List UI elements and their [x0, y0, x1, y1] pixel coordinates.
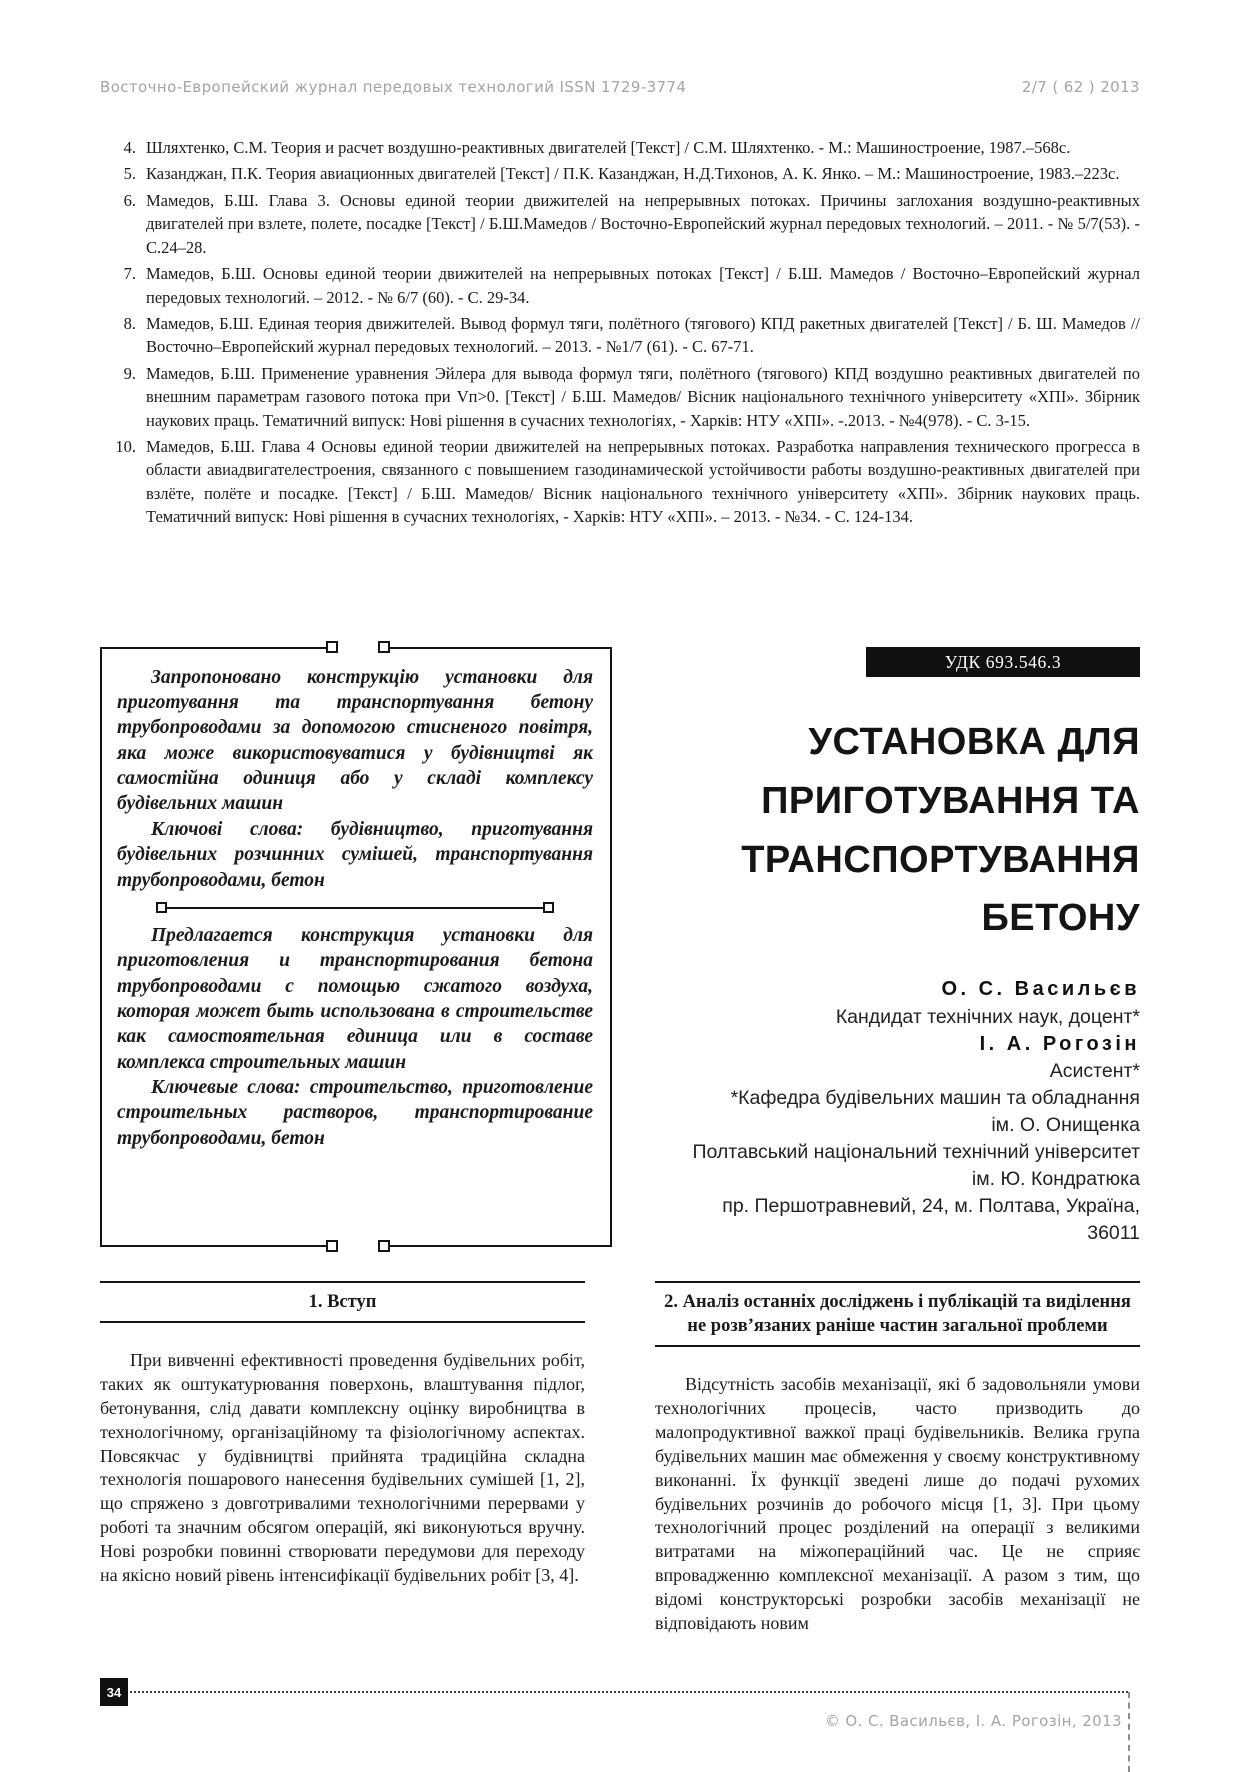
footer-dashed-edge	[1128, 1692, 1130, 1772]
author-role: Асистент*	[1049, 1060, 1140, 1083]
border-ornament-top	[326, 641, 390, 654]
author-name: І. А. Рогозін	[979, 1032, 1140, 1055]
abstract-ukrainian-keywords: Ключові слова: будівництво, приготування будівельних розчинних сумішей, транспортування трубопроводами, бетон	[117, 818, 593, 891]
ornament-square-icon	[543, 902, 554, 913]
reference-list	[100, 136, 1140, 529]
reference-item	[100, 362, 1140, 432]
reference-number: 4.	[123, 138, 136, 157]
abstract-russian-keywords: Ключевые слова: строительство, приготовление строительных растворов, транспортирование трубопроводами, бетон	[117, 1076, 593, 1149]
reference-number: 7.	[123, 264, 136, 284]
title-column	[678, 647, 1140, 1247]
abstract-divider	[161, 907, 549, 909]
reference-text: Мамедов, Б.Ш. Основы единой теории движителей на непрерывных потоках [Текст] / Б.Ш. Мамедов / Восточно–Европейский журнал передовых технологий. – 2012. - № 6/7 (60). - С. 29-34.	[146, 264, 1140, 307]
affiliation-line: пр. Першотравневий, 24, м. Полтава, Україна, 36011	[722, 1194, 1140, 1244]
reference-item	[100, 136, 1140, 159]
section-heading-analysis: 2. Аналіз останніх досліджень і публікацій та виділення не розв’язаних раніше частин загальної проблеми	[655, 1281, 1140, 1347]
reference-item	[100, 262, 1140, 309]
column-left	[100, 1281, 585, 1636]
reference-item	[100, 435, 1140, 529]
ornament-square-icon	[156, 902, 167, 913]
reference-item	[100, 189, 1140, 259]
reference-number: 10.	[115, 437, 136, 457]
footer-dotted-rule	[130, 1691, 1128, 1693]
reference-text: Мамедов, Б.Ш. Применение уравнения Эйлера для вывода формул тяги, полётного (тягового) КПД воздушно реактивных двигателей по внешним параметрам газового потока при Vп>0. [Текст] / Б.Ш. Мамедов/ Вісник національного технічного університету «ХПІ». Збірник наукових праць. Тематичний випуск: Нові рішення в сучасних технологіях, - Харків: НТУ «ХПІ». -.2013. - №4(978). - С. 3-15.	[146, 363, 1140, 430]
reference-text: Мамедов, Б.Ш. Глава 4 Основы единой теории движителей на непрерывных потоках. Разработка направления технического прогресса в области авиадвигателестроения, связанного с повышением газодинамической устойчивости работы воздушно-реактивных двигателей при взлёте, полёте и посадке. [Текст] / Б.Ш. Мамедов/ Вісник національного технічного університету «ХПІ». Збірник наукових праць. Тематичний випуск: Нові рішення в сучасних технологіях, - Харків: НТУ «ХПІ». – 2013. - №34. - С. 124-134.	[146, 437, 1140, 527]
affiliation-line: *Кафедра будівельних машин та обладнання	[730, 1087, 1140, 1110]
header-issue-number: 2/7 ( 62 ) 2013	[1021, 78, 1140, 96]
author-name: О. С. Васильєв	[941, 978, 1140, 1001]
authors-block	[678, 976, 1140, 1246]
article-title: УСТАНОВКА ДЛЯ ПРИГОТУВАННЯ ТА ТРАНСПОРТУВАННЯ БЕТОНУ	[741, 720, 1140, 940]
reference-text: Мамедов, Б.Ш. Глава 3. Основы единой теории движителей на непрерывных потоках. Причины заглохания воздушно-реактивных двигателей при взлете, полете, посадке [Текст] / Б.Ш.Мамедов / Восточно-Европейский журнал передовых технологий. – 2011. - № 5/7(53). - С.24–28.	[146, 190, 1140, 257]
affiliation-line: ім. Ю. Кондратюка	[971, 1168, 1140, 1191]
running-header	[100, 78, 1140, 96]
abstract-russian: Предлагается конструкция установки для приготовления и транспортирования бетона трубопроводами с помощью сжатого воздуха, которая может быть использована в строительстве как самостоятельная единица или в составе комплекса строительных машин	[117, 924, 593, 1073]
reference-item	[100, 162, 1140, 185]
reference-text: Шляхтенко, С.М. Теория и расчет воздушно-реактивных двигателей [Текст] / С.М. Шляхтенко. - М.: Машиностроение, 1987.–568с.	[146, 138, 1071, 157]
section-body-intro: При вивченні ефективності проведення будівельних робіт, таких як оштукатурювання поверхонь, влаштування підлог, бетонування, слід давати комплексну оцінку виробництва в технологічному, організаційному та фізіологічному аспектах. Повсякчас у будівництві прийнята традиційна складна технологія пошарового нанесення будівельних сумішей [1, 2], що спряжено з довготривалими технологічними перервами у роботі та значним обсягом операцій, які виконуються вручну. Нові розробки повинні створювати передумови для переходу на якісно новий рівень інтенсифікації будівельних робіт [3, 4].	[100, 1349, 585, 1586]
section-heading-intro: 1. Вступ	[100, 1281, 585, 1323]
affiliation-line: ім. О. Онищенка	[991, 1114, 1140, 1137]
ornament-square-icon	[326, 641, 338, 653]
page-number-badge: 34	[100, 1678, 128, 1706]
abstract-ukrainian: Запропоновано конструкцію установки для приготування та транспортування бетону трубопроводами за допомогою стисненого повітря, яка може використовуватися у будівництві як самостійна одиниця або у складі комплексу будівельних машин	[117, 666, 593, 815]
reference-item	[100, 312, 1140, 359]
abstract-box	[100, 647, 612, 1247]
reference-number: 5.	[123, 164, 136, 184]
reference-text: Мамедов, Б.Ш. Единая теория движителей. Вывод формул тяги, полётного (тягового) КПД ракетных двигателей [Текст] / Б. Ш. Мамедов // Восточно–Европейский журнал передовых технологий. – 2013. - №1/7 (61). - С. 67-71.	[146, 313, 1140, 357]
udc-badge: УДК 693.546.3	[866, 647, 1140, 677]
author-role: Кандидат технічних наук, доцент*	[835, 1005, 1140, 1028]
column-right	[655, 1281, 1140, 1636]
ornament-square-icon	[326, 1240, 338, 1252]
title-section	[100, 647, 1140, 1247]
article-body	[100, 1281, 1140, 1636]
reference-number: 8.	[123, 313, 136, 333]
reference-text: Казанджан, П.К. Теория авиационных двигателей [Текст] / П.К. Казанджан, Н.Д.Тихонов, А. К. Янко. – М.: Машиностроение, 1983.–223с.	[146, 164, 1120, 184]
header-journal-title: Восточно-Европейский журнал передовых технологий ISSN 1729-3774	[100, 78, 687, 96]
reference-number: 9.	[123, 363, 136, 383]
section-body-analysis: Відсутність засобів механізації, які б задовольняли умови технологічних процесів, часто призводить до малопродуктивної важкої праці будівельників. Велика група будівельних машин має обмеження у своєму конструктивному виконанні. Їх функції зведені лише до подачі рухомих будівельних розчинів до робочого місця [1, 3]. При цьому технологічний процес розділений на операції з великими витратами на міжопераційний час. Це не сприяє впровадженню комплексної механізації. А разом з тим, що відомі конструкторські розробки засобів механізації не відповідають новим	[655, 1373, 1140, 1634]
ornament-square-icon	[378, 641, 390, 653]
reference-number: 6.	[123, 190, 136, 210]
ornament-square-icon	[378, 1240, 390, 1252]
border-ornament-bottom	[326, 1240, 390, 1253]
copyright-line: © О. С. Васильєв, І. А. Рогозін, 2013	[824, 1712, 1122, 1730]
affiliation-line: Полтавський національний технічний університет	[692, 1141, 1140, 1164]
